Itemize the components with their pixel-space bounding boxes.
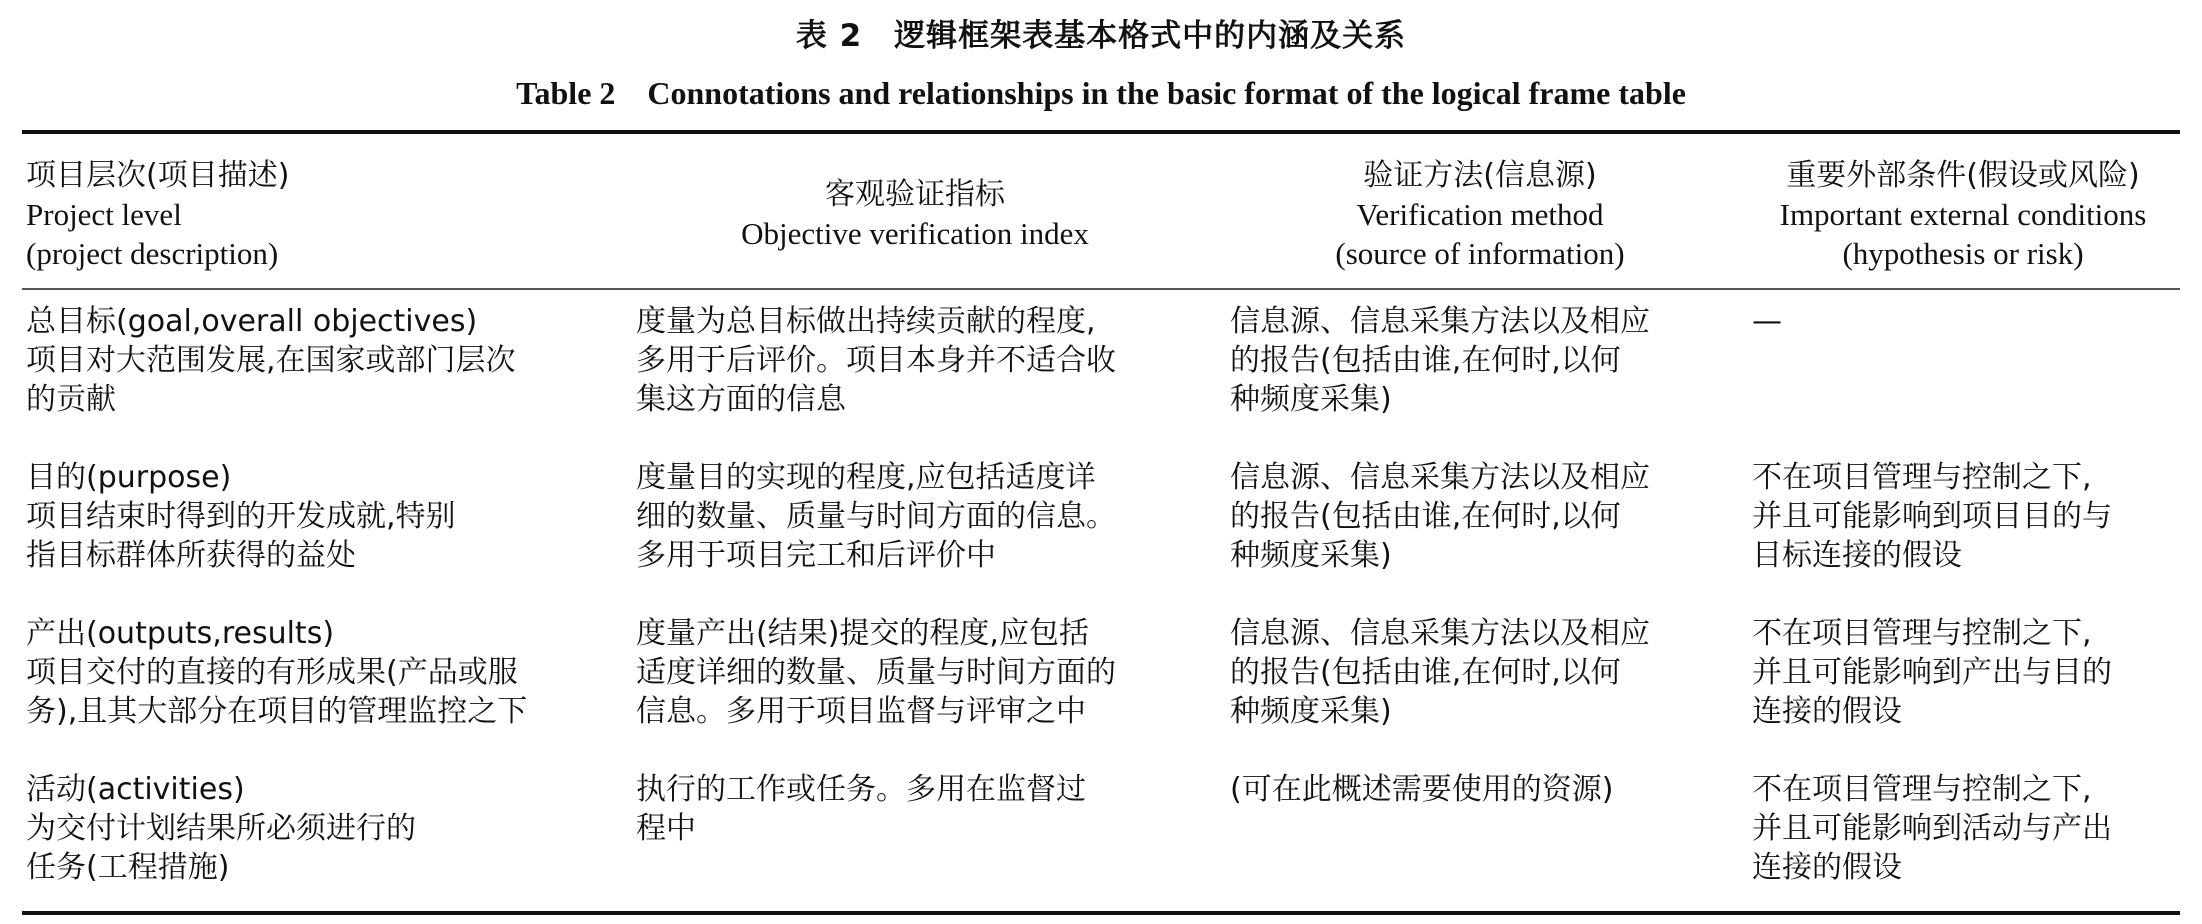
header-objective-index <box>630 150 1200 278</box>
table-cell-method: 信息源、信息采集方法以及相应 的报告(包括由谁,在何时,以何 种频度采集) <box>1230 460 1650 573</box>
table-cell-condition: — <box>1752 304 1782 339</box>
table-cell-indicator: 度量目的实现的程度,应包括适度详 细的数量、质量与时间方面的信息。 多用于项目完工和后评价中 <box>636 460 1116 573</box>
header-cn: 验证方法(信息源) <box>1363 157 1597 193</box>
header-en: Objective verification index <box>741 216 1089 251</box>
table-cell-level: 产出(outputs,results) 项目交付的直接的有形成果(产品或服 务),且其大部分在项目的管理监控之下 <box>26 616 528 729</box>
header-en: Verification method <box>1356 196 1604 232</box>
header-verification-method <box>1220 150 1740 278</box>
header-en: Important external conditions <box>1779 196 2147 232</box>
table-cell-level: 目的(purpose) 项目结束时得到的开发成就,特别 指目标群体所获得的益处 <box>26 460 456 573</box>
table-cell-indicator: 度量产出(结果)提交的程度,应包括 适度详细的数量、质量与时间方面的 信息。多用于项目监督与评审之中 <box>636 616 1116 729</box>
table-cell-indicator: 执行的工作或任务。多用在监督过 程中 <box>636 772 1086 846</box>
table-cell-indicator: 度量为总目标做出持续贡献的程度, 多用于后评价。项目本身并不适合收 集这方面的信息 <box>636 304 1116 417</box>
table-caption-en: Table 2 Connotations and relationships in the basic format of the logical frame table <box>516 75 1686 111</box>
header-cn: 客观验证指标 <box>825 177 1005 212</box>
header-en: (project description) <box>26 235 279 271</box>
header-en: (source of information) <box>1335 235 1625 271</box>
bottom-rule <box>22 911 2180 915</box>
table-caption-cn: 表 2 逻辑框架表基本格式中的内涵及关系 <box>795 18 1407 54</box>
header-cn: 项目层次(项目描述) <box>26 157 290 193</box>
table-cell-level: 总目标(goal,overall objectives) 项目对大范围发展,在国家或部门层次 的贡献 <box>26 304 516 417</box>
table-cell-method: 信息源、信息采集方法以及相应 的报告(包括由谁,在何时,以何 种频度采集) <box>1230 616 1650 729</box>
header-en: Project level <box>26 196 182 232</box>
top-rule <box>22 130 2180 134</box>
header-external-conditions <box>1748 150 2178 278</box>
table-cell-level: 活动(activities) 为交付计划结果所必须进行的 任务(工程措施) <box>26 772 416 885</box>
header-project-level <box>26 150 616 278</box>
table-cell-condition: 不在项目管理与控制之下, 并且可能影响到产出与目的 连接的假设 <box>1752 616 2112 729</box>
header-en: (hypothesis or risk) <box>1842 235 2084 271</box>
table-cell-condition: 不在项目管理与控制之下, 并且可能影响到活动与产出 连接的假设 <box>1752 772 2112 885</box>
table-cell-method: (可在此概述需要使用的资源) <box>1230 772 1614 807</box>
header-cn: 重要外部条件(假设或风险) <box>1786 157 2140 193</box>
header-rule <box>22 288 2180 290</box>
table-cell-method: 信息源、信息采集方法以及相应 的报告(包括由谁,在何时,以何 种频度采集) <box>1230 304 1650 417</box>
table-cell-condition: 不在项目管理与控制之下, 并且可能影响到项目目的与 目标连接的假设 <box>1752 460 2112 573</box>
